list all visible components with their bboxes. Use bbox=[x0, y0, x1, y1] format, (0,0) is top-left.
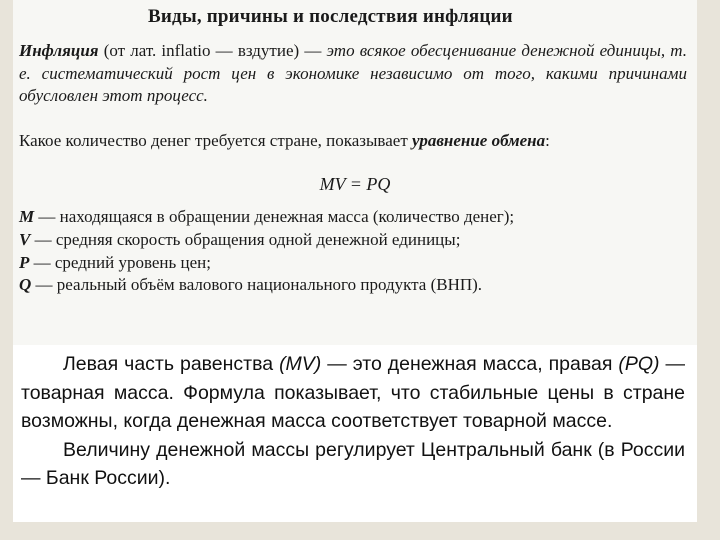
explanation-left: Левая часть равенства bbox=[63, 353, 280, 375]
central-bank-note: Величину денежной массы регулирует Центральный банк (в России — Банк России). bbox=[21, 438, 685, 489]
variable-row-q bbox=[19, 274, 687, 297]
explanation-rest: — товарная масса. Формула показывает, что стабильные цены в стране возможны, когда денежная масса соответствует товарной массе. bbox=[21, 353, 686, 432]
variable-text: — реальный объём валового национального продукта (ВНП). bbox=[31, 275, 483, 295]
explanation-mv: (MV) bbox=[279, 353, 322, 375]
variable-symbol: Q bbox=[19, 275, 32, 295]
exchange-colon: : bbox=[545, 131, 550, 150]
page-title: Виды, причины и последствия инфляции bbox=[148, 6, 513, 27]
definition-origin: (от лат. inflatio — вздутие) — bbox=[98, 41, 327, 60]
exchange-intro-text: Какое количество денег требуется стране, показывает bbox=[19, 131, 413, 150]
variable-row-v bbox=[19, 229, 687, 252]
variable-text: — средний уровень цен; bbox=[29, 252, 211, 272]
exchange-formula: MV = PQ bbox=[319, 174, 391, 194]
variable-row-m bbox=[19, 206, 687, 229]
variable-row-p bbox=[19, 252, 687, 275]
variable-text: — находящаяся в обращении денежная масса (количество денег); bbox=[34, 207, 515, 226]
explanation-block bbox=[21, 350, 685, 493]
document-page bbox=[13, 0, 697, 522]
scanned-textbook-fragment bbox=[13, 0, 697, 345]
definition-text: это всякое обесценивание денежной единицы, т. е. систематический рост цен в экономике независимо от того, какими причинами обусловлен этот процесс. bbox=[19, 41, 687, 105]
exchange-equation-intro bbox=[19, 130, 687, 153]
equation-explanation bbox=[21, 350, 685, 436]
variable-symbol: M bbox=[19, 207, 35, 226]
definition-term: Инфляция bbox=[19, 41, 99, 60]
inflation-definition bbox=[19, 40, 687, 108]
explanation-middle: — это денежная масса, правая bbox=[321, 353, 619, 375]
variable-symbol: V bbox=[19, 229, 31, 249]
variable-definitions bbox=[19, 206, 687, 297]
variable-symbol: P bbox=[19, 252, 30, 272]
variable-text: — средняя скорость обращения одной денежной единицы; bbox=[30, 229, 461, 249]
exchange-equation-term: уравнение обмена bbox=[412, 131, 546, 150]
explanation-pq: (PQ) bbox=[618, 353, 660, 375]
